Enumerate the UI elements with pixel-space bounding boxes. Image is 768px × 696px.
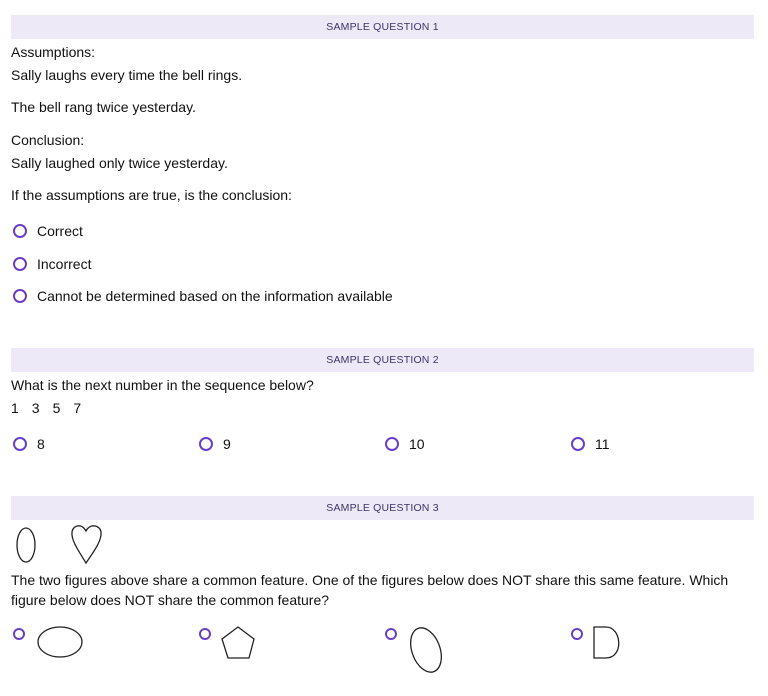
option-label: Incorrect — [37, 256, 92, 272]
question-3-prompt-line-2: figure below does NOT share the common feature? — [11, 592, 330, 608]
question-2-prompt: What is the next number in the sequence below? — [11, 377, 314, 393]
radio-button[interactable] — [385, 437, 399, 451]
radio-button[interactable] — [199, 437, 213, 451]
heart-outline-icon — [70, 522, 104, 566]
radio-button[interactable] — [385, 628, 397, 640]
radio-button[interactable] — [199, 628, 211, 640]
q1-option-incorrect[interactable] — [13, 256, 91, 272]
q2-option-9[interactable] — [199, 436, 231, 452]
ellipse-tilted-icon — [405, 624, 447, 676]
question-2-header: SAMPLE QUESTION 2 — [11, 348, 754, 372]
radio-button[interactable] — [13, 437, 27, 451]
question-1-prompt: If the assumptions are true, is the conclusion: — [11, 187, 292, 203]
q3-option-c[interactable] — [385, 628, 407, 640]
pentagon-icon — [220, 625, 258, 663]
ellipse-horizontal-icon — [37, 625, 85, 659]
conclusion-text: Sally laughed only twice yesterday. — [11, 155, 228, 171]
sequence-number: 3 — [31, 400, 40, 416]
d-shape-icon — [592, 625, 626, 661]
conclusion-label: Conclusion: — [11, 132, 85, 148]
option-label: 8 — [37, 436, 45, 452]
q1-option-cannot-determine[interactable] — [13, 288, 393, 304]
option-label: Correct — [37, 223, 83, 239]
option-label: 11 — [595, 436, 610, 452]
option-label: 10 — [409, 436, 425, 452]
q3-option-d[interactable] — [571, 628, 593, 640]
sequence-number: 5 — [52, 400, 61, 416]
ellipse-vertical-icon — [14, 526, 40, 566]
question-3-prompt-line-1: The two figures above share a common feature. One of the figures below does NOT share this same feature. Which — [11, 572, 729, 588]
radio-button[interactable] — [13, 257, 27, 271]
radio-button[interactable] — [13, 224, 27, 238]
radio-button[interactable] — [571, 437, 585, 451]
option-label: Cannot be determined based on the information available — [37, 288, 393, 304]
question-1-header: SAMPLE QUESTION 1 — [11, 15, 754, 39]
q2-option-8[interactable] — [13, 436, 45, 452]
q2-option-11[interactable] — [571, 436, 610, 452]
sequence-number: 7 — [73, 400, 82, 416]
q3-option-a[interactable] — [13, 628, 35, 640]
q1-option-correct[interactable] — [13, 223, 83, 239]
option-label: 9 — [223, 436, 231, 452]
radio-button[interactable] — [13, 628, 25, 640]
sequence-number: 1 — [11, 400, 19, 416]
number-sequence — [11, 399, 94, 417]
assumptions-label: Assumptions: — [11, 44, 96, 60]
q3-option-b[interactable] — [199, 628, 221, 640]
assumption-2: The bell rang twice yesterday. — [11, 99, 196, 115]
question-3-header: SAMPLE QUESTION 3 — [11, 496, 754, 520]
radio-button[interactable] — [571, 628, 583, 640]
q2-option-10[interactable] — [385, 436, 425, 452]
assumption-1: Sally laughs every time the bell rings. — [11, 67, 243, 83]
radio-button[interactable] — [13, 289, 27, 303]
